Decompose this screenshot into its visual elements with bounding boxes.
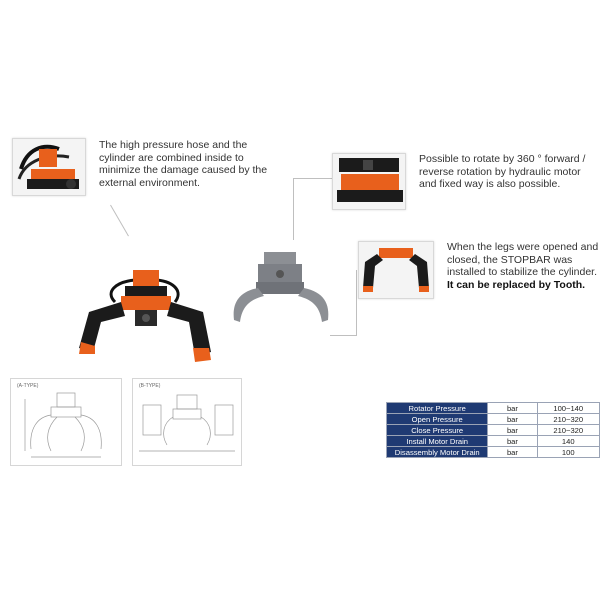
technical-drawing-a: [10, 378, 122, 466]
spec-value: 100~140: [537, 403, 599, 414]
spec-label: Open Pressure: [387, 414, 488, 425]
rotator-detail-photo: [332, 153, 406, 210]
spec-unit: bar: [488, 403, 537, 414]
spec-unit: bar: [488, 414, 537, 425]
spec-value: 210~320: [537, 414, 599, 425]
connector-line-stopbar: [356, 270, 357, 336]
stopbar-callout-main: When the legs were opened and closed, the STOPBAR was installed to stabilize the cylinder.: [447, 241, 599, 278]
connector-line-hose: [110, 205, 129, 237]
connector-line-rotate: [293, 178, 333, 179]
table-row: [387, 425, 600, 436]
stopbar-callout-emphasis: It can be replaced by Tooth.: [447, 278, 586, 291]
spec-unit: bar: [488, 447, 537, 458]
spec-table: [386, 402, 600, 458]
connector-line-rotate-v: [293, 178, 294, 240]
table-row: [387, 436, 600, 447]
spec-value: 210~320: [537, 425, 599, 436]
spec-unit: bar: [488, 436, 537, 447]
hose-detail-photo: [12, 138, 86, 196]
grapple-grey-image: [228, 248, 334, 328]
spec-value: 140: [537, 436, 599, 447]
spec-label: Rotator Pressure: [387, 403, 488, 414]
table-row: [387, 403, 600, 414]
drawing-a-caption: (A-TYPE): [17, 383, 39, 389]
spec-label: Disassembly Motor Drain: [387, 447, 488, 458]
stopbar-detail-photo: [358, 241, 434, 299]
spec-value: 100: [537, 447, 599, 458]
grapple-main-image: [75, 262, 215, 366]
spec-label: Install Motor Drain: [387, 436, 488, 447]
hose-callout-text: The high pressure hose and the cylinder are combined inside to minimize the damage caused by the external environment.: [99, 139, 268, 189]
spec-unit: bar: [488, 425, 537, 436]
spec-label: Close Pressure: [387, 425, 488, 436]
stopbar-callout-text: [447, 241, 599, 291]
table-row: [387, 414, 600, 425]
table-row: [387, 447, 600, 458]
rotate-callout-text: Possible to rotate by 360 ° forward / reverse rotation by hydraulic motor and fixed way is also possible.: [419, 153, 586, 190]
drawing-b-caption: (B-TYPE): [139, 383, 161, 389]
technical-drawing-b: [132, 378, 242, 466]
connector-line-stopbar-h: [330, 335, 357, 336]
